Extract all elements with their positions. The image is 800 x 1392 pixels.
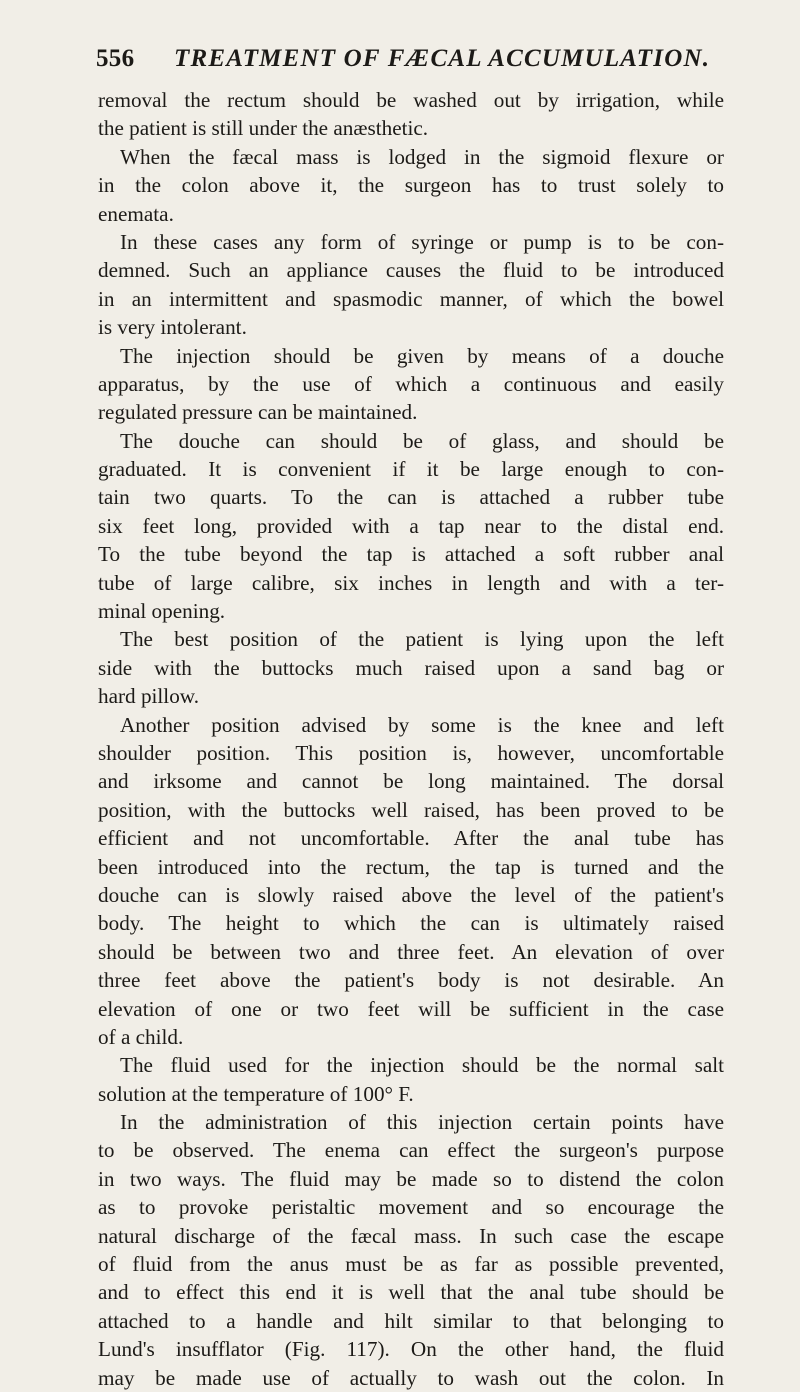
text-line: in an intermittent and spasmodic manner, of which the bowel <box>98 286 724 311</box>
text-line: graduated. It is convenient if it be large enough to con- <box>98 457 724 482</box>
text-line: in the colon above it, the surgeon has to trust solely to <box>98 173 724 198</box>
page-header <box>96 44 722 74</box>
text-line: shoulder position. This position is, however, uncomfortable <box>98 740 724 765</box>
text-line: The fluid used for the injection should be the normal salt <box>120 1053 724 1078</box>
text-line: minal opening. <box>98 599 226 624</box>
text-line: solution at the temperature of 100° F. <box>98 1081 414 1106</box>
text-line: The douche can should be of glass, and should be <box>120 428 724 453</box>
text-line: may be made use of actually to wash out the colon. In <box>98 1365 724 1390</box>
text-line: enemata. <box>98 201 174 226</box>
text-line: should be between two and three feet. An elevation of over <box>98 939 724 964</box>
text-line: Another position advised by some is the knee and left <box>120 712 724 737</box>
text-line: The injection should be given by means of a douche <box>120 343 724 368</box>
text-line: apparatus, by the use of which a continuous and easily <box>98 371 724 396</box>
text-line: In the administration of this injection certain points have <box>120 1110 724 1135</box>
text-line: elevation of one or two feet will be sufficient in the case <box>98 996 724 1021</box>
text-line: To the tube beyond the tap is attached a soft rubber anal <box>98 542 724 567</box>
text-line: to be observed. The enema can effect the surgeon's purpose <box>98 1138 724 1163</box>
text-line: side with the buttocks much raised upon a sand bag or <box>98 655 724 680</box>
text-line: Lund's insufflator (Fig. 117). On the other hand, the fluid <box>98 1337 724 1362</box>
text-line: and irksome and cannot be long maintained. The dorsal <box>98 769 724 794</box>
text-line: hard pillow. <box>98 684 200 709</box>
text-line: of a child. <box>98 1024 184 1049</box>
text-line: douche can is slowly raised above the level of the patient's <box>98 882 724 907</box>
text-line: regulated pressure can be maintained. <box>98 400 418 425</box>
text-line: body. The height to which the can is ultimately raised <box>98 911 724 936</box>
text-line: attached to a handle and hilt similar to that belonging to <box>98 1308 724 1333</box>
text-line: demned. Such an appliance causes the fluid to be introduced <box>98 258 724 283</box>
text-line: natural discharge of the fæcal mass. In such case the escape <box>98 1223 724 1248</box>
text-line: removal the rectum should be washed out by irrigation, while <box>98 88 724 112</box>
running-title: TREATMENT OF FÆCAL ACCUMULATION. <box>174 45 711 72</box>
text-line: tain two quarts. To the can is attached a rubber tube <box>98 485 724 510</box>
text-line: of fluid from the anus must be as far as possible prevented, <box>98 1252 724 1277</box>
text-line: When the fæcal mass is lodged in the sigmoid flexure or <box>120 144 724 169</box>
text-line: and to effect this end it is well that the anal tube should be <box>98 1280 724 1305</box>
text-line: efficient and not uncomfortable. After the anal tube has <box>98 826 724 851</box>
text-line: in two ways. The fluid may be made so to distend the colon <box>98 1166 724 1191</box>
text-line: is very intolerant. <box>98 315 247 340</box>
text-line: three feet above the patient's body is not desirable. An <box>98 968 724 993</box>
text-line: tube of large calibre, six inches in length and with a ter- <box>98 570 724 595</box>
text-line: In these cases any form of syringe or pump is to be con- <box>120 229 724 254</box>
page-number: 556 <box>96 45 135 72</box>
text-line: six feet long, provided with a tap near to the distal end. <box>98 513 724 538</box>
text-line: the patient is still under the anæsthetic. <box>98 116 429 141</box>
text-line: The best position of the patient is lying upon the left <box>120 627 724 652</box>
text-line: position, with the buttocks well raised, has been proved to be <box>98 797 724 822</box>
text-line: as to provoke peristaltic movement and so encourage the <box>98 1195 724 1220</box>
text-line: been introduced into the rectum, the tap is turned and the <box>98 854 724 879</box>
body-text <box>98 86 724 1392</box>
